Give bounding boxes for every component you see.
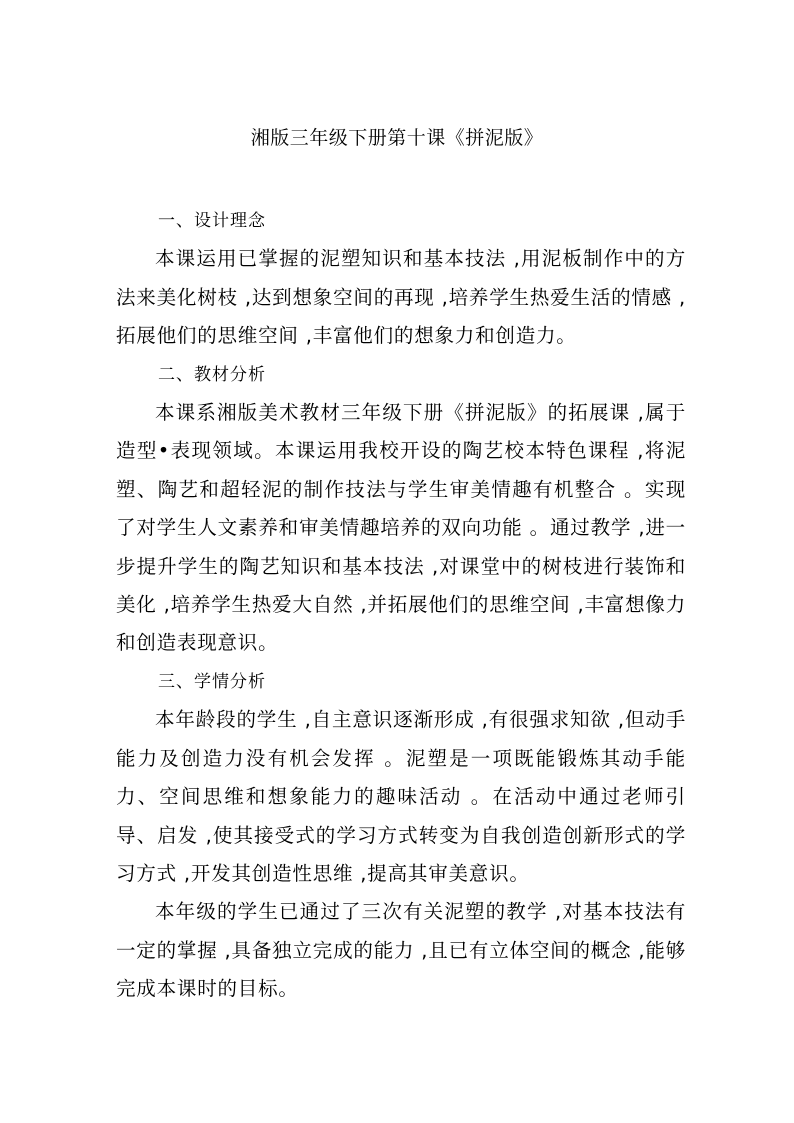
- document-body: [116, 202, 686, 1009]
- document-title: 湘版三年级下册第十课《拼泥版》: [250, 127, 544, 149]
- paragraph-student-analysis-1: 本年龄段的学生 ,自主意识逐渐形成 ,有很强求知欲 ,但动手能力及创造力没有机会发挥 。泥塑是一项既能锻炼其动手能力、空间思维和想象能力的趣味活动 。在活动中通过老师引导、启发 ,使其接受式的学习方式转变为自我创造创新形式的学习方式 ,开发其创造性思维 ,提高其审美意识。: [116, 708, 686, 885]
- section-heading-design-concept: 一、设计理念: [158, 211, 266, 231]
- paragraph-design-concept: 本课运用已掌握的泥塑知识和基本技法 ,用泥板制作中的方法来美化树枝 ,达到想象空间的再现 ,培养学生热爱生活的情感 ,拓展他们的思维空间 ,丰富他们的想象力和创造力。: [116, 247, 686, 348]
- section-heading-student-analysis: 三、学情分析: [158, 671, 266, 692]
- paragraph-material-analysis: 本课系湘版美术教材三年级下册《拼泥版》的拓展课 ,属于造型•表现领域。本课运用我校开设的陶艺校本特色课程 ,将泥塑、陶艺和超轻泥的制作技法与学生审美情趣有机整合 。实现了对学生人文素养和审美情趣培养的双向功能 。通过教学 ,进一步提升学生的陶艺知识和基本技法 ,对课堂中的树枝进行装饰和美化 ,培养学生热爱大自然 ,并拓展他们的思维空间 ,丰富想像力和创造表现意识。: [116, 401, 686, 655]
- paragraph-student-analysis-2: 本年级的学生已通过了三次有关泥塑的教学 ,对基本技法有一定的掌握 ,具备独立完成的能力 ,且已有立体空间的概念 ,能够完成本课时的目标。: [116, 900, 686, 1001]
- section-heading-material-analysis: 二、教材分析: [158, 364, 266, 385]
